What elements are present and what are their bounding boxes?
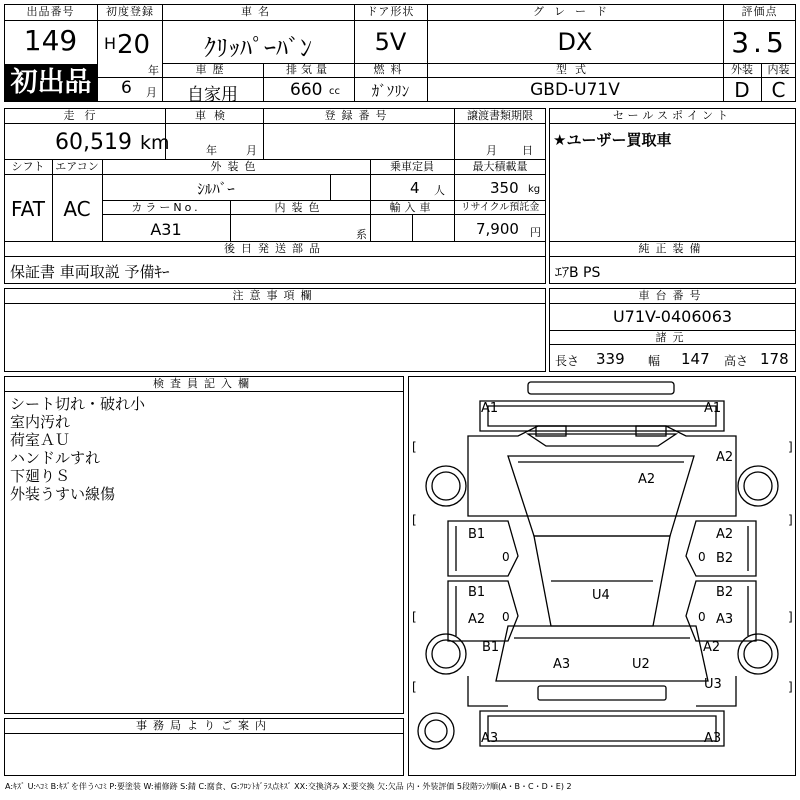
chassis-label: 車台番号 bbox=[638, 289, 707, 302]
score-value: 3.5 bbox=[731, 26, 788, 59]
office-label: 事務局よりご案内 bbox=[136, 719, 272, 732]
inspector-notes bbox=[10, 395, 145, 503]
transfer-label: 譲渡書類期限 bbox=[467, 109, 533, 122]
shift-value: FAT bbox=[10, 197, 45, 221]
svg-text:0: 0 bbox=[698, 610, 706, 624]
inspector-line: シート切れ・破れ小 bbox=[10, 395, 146, 413]
exterior-value: D bbox=[734, 78, 750, 102]
transfer-day-unit: 日 bbox=[522, 144, 533, 157]
interior-value: C bbox=[771, 78, 786, 102]
exterior-label: 外装 bbox=[731, 63, 753, 76]
ac-label: エアコン bbox=[55, 160, 99, 173]
mileage-unit: km bbox=[140, 132, 170, 154]
door-value: 5V bbox=[374, 28, 407, 56]
history-label: 車歴 bbox=[195, 63, 230, 76]
fuel-value: ｶﾞｿﾘﾝ bbox=[371, 82, 410, 100]
displacement-unit: cc bbox=[329, 86, 340, 97]
mark-a1-right: A1 bbox=[704, 401, 722, 416]
mark-a2-left-lower: A2 bbox=[468, 612, 486, 627]
svg-text:]: ] bbox=[788, 440, 793, 454]
car-diagram bbox=[408, 376, 796, 776]
reg-month-unit: 月 bbox=[146, 86, 157, 99]
equipment-label: 純正装備 bbox=[638, 242, 707, 255]
height-label: 高さ bbox=[724, 354, 749, 368]
interior-label: 内装 bbox=[767, 63, 790, 76]
mark-u4: U4 bbox=[592, 588, 610, 603]
color-value: ｼﾙﾊﾞｰ bbox=[197, 180, 235, 198]
grade-value: DX bbox=[557, 28, 593, 56]
inspector-line: 荷室ＡＵ bbox=[10, 431, 71, 449]
capacity-value: 4 bbox=[410, 179, 420, 197]
dims-label: 諸元 bbox=[655, 331, 690, 344]
car-name: ｸﾘｯﾊﾟｰﾊﾞﾝ bbox=[204, 34, 312, 62]
inspector-line: 外装うすい線傷 bbox=[10, 485, 116, 503]
reg-year: 20 bbox=[117, 30, 151, 60]
displacement-label: 排気量 bbox=[286, 63, 331, 76]
width-value: 147 bbox=[681, 350, 710, 368]
width-label: 幅 bbox=[648, 354, 661, 368]
reg-no-label: 登録番号 bbox=[324, 109, 393, 122]
inspector-label: 検査員記入欄 bbox=[153, 377, 255, 390]
inspector-line: ハンドルすれ bbox=[10, 449, 101, 467]
roof-outline bbox=[508, 456, 694, 536]
load-label: 最大積載量 bbox=[472, 160, 528, 173]
mark-a2-roof: A2 bbox=[638, 472, 656, 487]
svg-text:0: 0 bbox=[502, 610, 510, 624]
mark-a3-rear-left: A3 bbox=[481, 731, 499, 746]
mark-a2-right-mid: A2 bbox=[716, 527, 734, 542]
car-name-label: 車名 bbox=[241, 5, 275, 18]
reg-year-unit: 年 bbox=[148, 64, 159, 77]
model-value: GBD-U71V bbox=[530, 80, 620, 100]
lot-no-label: 出品番号 bbox=[26, 5, 75, 18]
model-label: 型式 bbox=[556, 63, 594, 76]
recycle-unit: 円 bbox=[530, 226, 541, 239]
sales-text: ★ユーザー買取車 bbox=[553, 131, 672, 149]
first-listing-text: 初出品 bbox=[10, 67, 92, 98]
mark-a2-right-top: A2 bbox=[716, 450, 734, 465]
svg-text:[: [ bbox=[412, 513, 417, 527]
inspector-line: 下廻りＳ bbox=[10, 467, 71, 485]
svg-text:]: ] bbox=[788, 680, 793, 694]
spare-wheel bbox=[418, 713, 454, 749]
mark-b2-right-lower: B2 bbox=[716, 585, 734, 600]
capacity-unit: 人 bbox=[434, 184, 445, 197]
color-label: 外装色 bbox=[210, 160, 262, 173]
mark-a2-right-rear: A2 bbox=[703, 640, 721, 655]
fuel-label: 燃料 bbox=[373, 63, 408, 76]
color-no-value: A31 bbox=[150, 220, 182, 239]
mark-u3-right: U3 bbox=[704, 677, 722, 692]
ac-value: AC bbox=[63, 197, 91, 221]
later-parts-text: 保証書 車両取説 予備ｷｰ bbox=[10, 263, 170, 281]
svg-text:0: 0 bbox=[698, 550, 706, 564]
mark-b2-right-upper: B2 bbox=[716, 551, 734, 566]
mark-b1-left-lower: B1 bbox=[468, 585, 486, 600]
recycle-value: 7,900 bbox=[476, 220, 519, 238]
svg-text:]: ] bbox=[788, 610, 793, 624]
load-value: 350 bbox=[490, 179, 519, 197]
first-reg-label: 初度登録 bbox=[106, 5, 154, 18]
recycle-label: リサイクル預託金 bbox=[460, 202, 540, 213]
displacement-value: 660 bbox=[290, 80, 323, 100]
mark-a3-right-lower: A3 bbox=[716, 612, 734, 627]
transfer-month-unit: 月 bbox=[486, 144, 497, 157]
length-label: 長さ bbox=[555, 354, 580, 368]
mileage-label: 走行 bbox=[63, 109, 106, 122]
import-label: 輸入車 bbox=[389, 201, 435, 214]
shift-label: シフト bbox=[11, 160, 45, 173]
caution-label: 注意事項欄 bbox=[232, 289, 318, 302]
svg-text:[: [ bbox=[412, 680, 417, 694]
svg-text:]: ] bbox=[788, 513, 793, 527]
int-color-suffix: 系 bbox=[356, 228, 367, 241]
svg-text:[: [ bbox=[412, 440, 417, 454]
svg-text:[: [ bbox=[412, 610, 417, 624]
sales-label: セールスポイント bbox=[612, 109, 732, 122]
mark-b1-left-rear: B1 bbox=[482, 640, 500, 655]
front-grille-strip bbox=[528, 382, 674, 394]
capacity-label: 乗車定員 bbox=[390, 160, 434, 173]
load-unit: kg bbox=[528, 184, 541, 195]
legend-text: A:ｷｽﾞ U:ﾍｺﾐ B:ｷｽﾞを伴うﾍｺﾐ P:要塗装 W:補修跡 S:錆 C:腐食、G:ﾌﾛﾝﾄｶﾞﾗｽ点ｷｽﾞ XX:交換済み X:要交換 欠:欠品 内・外装評価 5段階ﾗﾝｸ順(A・B・C・D・E) 2 bbox=[5, 782, 572, 791]
rear-bumper bbox=[538, 686, 666, 700]
history-value: 自家用 bbox=[187, 85, 238, 105]
height-value: 178 bbox=[760, 350, 789, 368]
cab-outline bbox=[468, 426, 736, 516]
mark-a3-rear-right: A3 bbox=[704, 731, 722, 746]
inspector-line: 室内汚れ bbox=[10, 413, 71, 431]
score-label: 評価点 bbox=[741, 5, 778, 18]
inspection-month-unit: 月 bbox=[246, 144, 257, 157]
svg-text:0: 0 bbox=[502, 550, 510, 564]
length-value: 339 bbox=[596, 350, 625, 368]
later-parts-label: 後日発送部品 bbox=[224, 242, 326, 255]
mileage-value: 60,519 bbox=[55, 130, 132, 155]
int-color-label: 内装色 bbox=[274, 201, 326, 214]
door-label: ドア形状 bbox=[366, 5, 415, 18]
rear-body-outline bbox=[496, 626, 708, 681]
inspection-label: 車検 bbox=[195, 109, 233, 122]
era: H bbox=[104, 34, 117, 53]
inspection-year-unit: 年 bbox=[206, 144, 217, 157]
mark-b1-left-upper: B1 bbox=[468, 527, 486, 542]
color-no-label: カラーNo. bbox=[131, 201, 201, 214]
mark-a3-bed: A3 bbox=[553, 657, 571, 672]
mark-u2-bed: U2 bbox=[632, 657, 650, 672]
equipment-text: ｴｱB PS bbox=[555, 265, 601, 281]
lot-no: 149 bbox=[23, 24, 78, 57]
chassis-value: U71V-0406063 bbox=[612, 307, 733, 326]
first-listing-badge bbox=[5, 64, 97, 101]
grade-label: グレード bbox=[533, 5, 617, 18]
reg-month: 6 bbox=[121, 78, 132, 98]
mark-a1-left: A1 bbox=[481, 401, 499, 416]
